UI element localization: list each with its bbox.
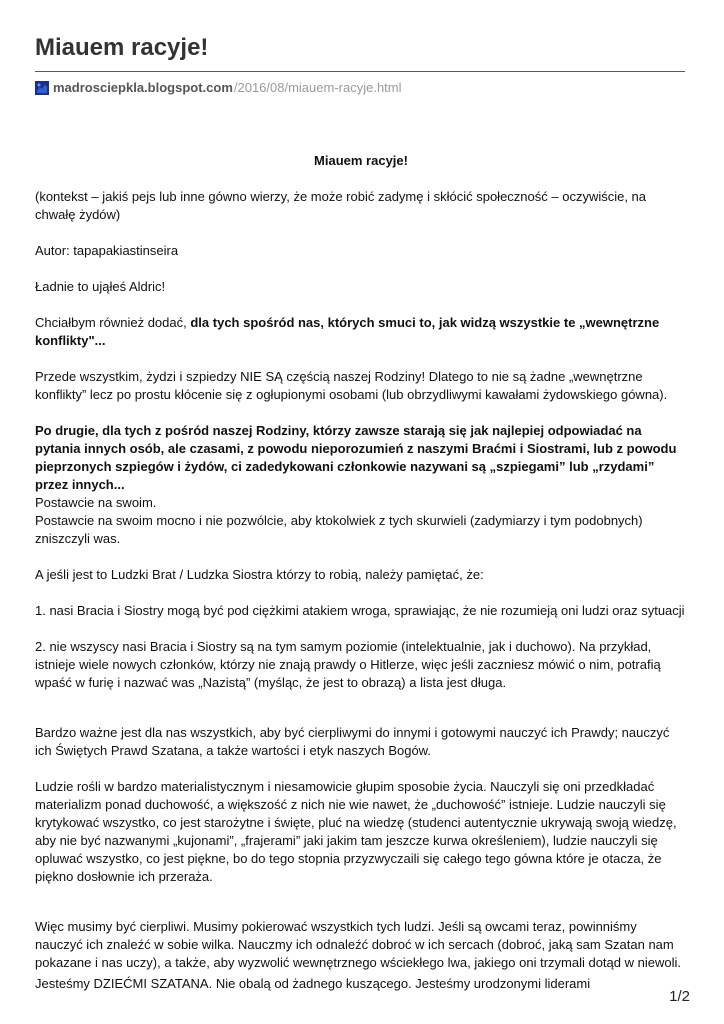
paragraph-line: Postawcie na swoim. [35,495,157,510]
cut-off-text: Jesteśmy DZIEĆMI SZATANA. Nie obalą od żadnego kuszącego. Jesteśmy urodzonymi liderami [35,976,591,991]
list-item: 2. nie wszyscy nasi Bracia i Siostry są na tym samym poziomie (intelektualnie, jak i duchowo). Na przykład, istnieje wiele nowych członków, którzy nie znają prawdy o Hitlerze, więc jeśli zaczniesz mówić o nim, potrafią wpaść w furię i nazwać was „Nazistą” (myśląc, że jest to obrazą) a lista jest długa. [35,639,661,690]
author-line: Autor: tapapakiastinseira [35,243,179,258]
paragraph: Więc musimy być cierpliwi. Musimy pokierować wszystkich tych ludzi. Jeśli są owcami teraz, powinniśmy nauczyć ich znaleźć w sobie wilka. Nauczmy ich odnaleźć dobroć w ich sercach (dobroć, jaką sam Szatan nam pokazane i nas uczy), a także, aby wyzwolić wewnętrznego wściekłego lwa, jakiego oni trzymali dotąd w niewoli. [35,919,681,970]
paragraph-bold-text: dla tych spośród nas, których smuci to, jak widzą wszystkie te „wewnętrzne konflikty"... [35,315,660,348]
paragraph-bold [35,422,687,494]
article-body [35,152,687,972]
paragraph: Ludzie rośli w bardzo materialistycznym i niesamowicie głupim sposobie życia. Nauczyli się oni przedkładać materializm ponad duchowość, a większość z nich nie wie nawet, że „duchowość” istnieje. Ludzie nauczyli się krytykować wszystko, co jest starożytne i święte, pluć na wiedzę (studenci autentycznie ukrywają swoją wiedzę, aby nie być nazwanymi „kujonami”, „frajerami” jaki jakim tam jeszcze kurwa określeniem), ludzie nauczyli się opluwać wszystko, co jest piękne, bo do tego stopnia przyzwyczaili się całego tego gówna które je otacza, że piękno dosłownie ich przeraża. [35,779,677,884]
page-number: 1/2 [669,988,690,1005]
source-domain-link[interactable]: madrosciepkla.blogspot.com [53,80,233,95]
paragraph: A jeśli jest to Ludzki Brat / Ludzka Siostra którzy to robią, należy pamiętać, że: [35,567,484,582]
paragraph-add [35,314,687,350]
cut-off-text-line [35,976,687,993]
paragraph: Bardzo ważne jest dla nas wszystkich, aby być cierpliwymi do innymi i gotowymi nauczyć ich Prawdy; nauczyć ich Świętych Prawd Szatana, a także wartości i etyk naszych Bogów. [35,725,670,758]
source-line [35,80,402,95]
paragraph-bold-text: Po drugie, dla tych z pośród naszej Rodziny, którzy zawsze starają się jak najlepiej odpowiadać na pytania innych osób, ale czasami, z powodu nieporozumień z naszymi Braćmi i Siostrami, lub z powodu pieprzonych szpiegów i żydów, ci zadedykowani członkowie nazywani są „szpiegami” lub „rzydami” przez innych... [35,423,677,492]
paragraph: Przede wszystkim, żydzi i szpiedzy NIE SĄ częścią naszej Rodziny! Dlatego to nie są żadne „wewnętrzne konflikty” lecz po prostu kłócenie się z ogłupionymi osobami (lub obrzydliwymi kawałami żydowskiego gówna). [35,369,668,402]
list-item: 1. nasi Bracia i Siostry mogą być pod ciężkimi atakiem wroga, sprawiając, że nie rozumieją oni ludzi oraz sytuacji [35,603,685,618]
title-divider [35,71,685,72]
paragraph-line: Postawcie na swoim mocno i nie pozwólcie, aby ktokolwiek z tych skurwieli (zadymiarzy i tym podobnych) zniszczyli was. [35,513,643,546]
page-title: Miauem racyje! [35,34,209,61]
blogger-favicon-icon [35,81,49,95]
article-heading: Miauem racyje! [314,153,408,168]
paragraph-plain-text: Chciałbym również dodać, [35,315,191,330]
context-paragraph: (kontekst – jakiś pejs lub inne gówno wierzy, że może robić zadymę i skłócić społeczność – oczywiście, na chwałę żydów) [35,189,647,222]
paragraph: Ładnie to ująłeś Aldric! [35,279,166,294]
source-path-link[interactable]: /2016/08/miauem-racyje.html [233,80,402,95]
